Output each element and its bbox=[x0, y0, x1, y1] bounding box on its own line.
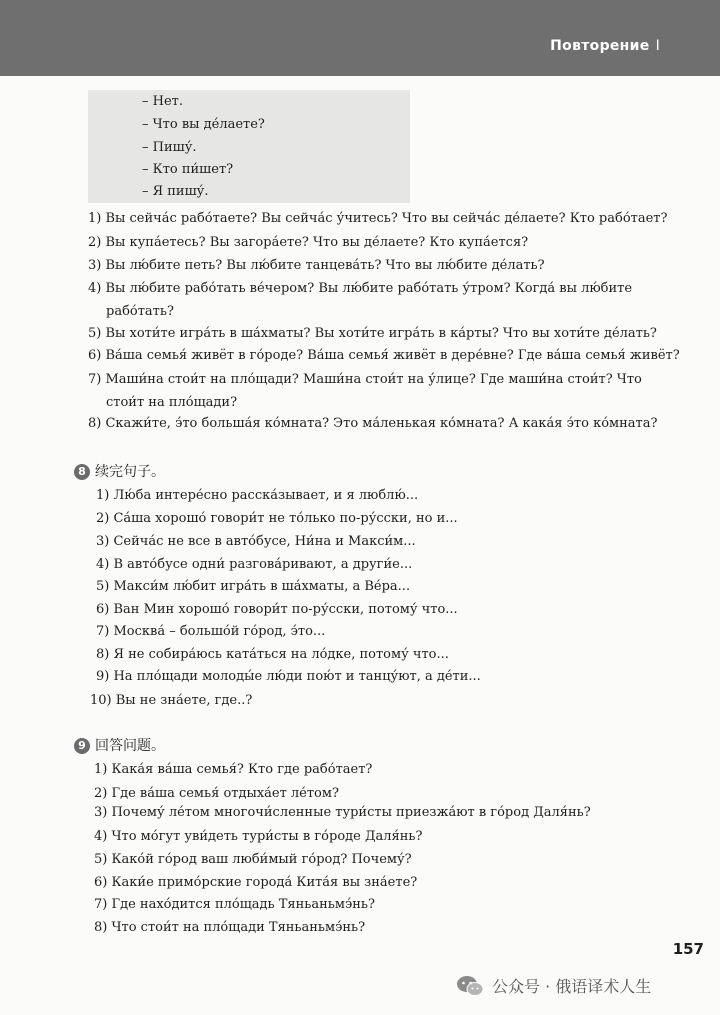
list-item: 5) Како́й го́род ваш люби́мый го́род? Почему́? bbox=[94, 852, 412, 867]
list-item: 5) Макси́м лю́бит игра́ть в ша́хматы, а Ве́ра... bbox=[96, 579, 411, 594]
section-title: 续完句子。 bbox=[95, 464, 165, 480]
page-title bbox=[550, 38, 660, 54]
dialog-line: – Я пишу́. bbox=[142, 184, 209, 199]
list-item: 2) Где ва́ша семья́ отдыха́ет ле́том? bbox=[94, 786, 339, 801]
dialog-line: – Нет. bbox=[142, 94, 183, 109]
section-number-badge: 8 bbox=[74, 464, 90, 480]
dialog-line: – Что вы де́лаете? bbox=[142, 117, 265, 132]
list-item: 9) На пло́щади молоды́е лю́ди пою́т и танцу́ют, а де́ти... bbox=[96, 669, 481, 684]
list-item: 6) Каки́е примо́рские города́ Кита́я вы зна́ете? bbox=[94, 875, 418, 890]
section-title: 回答问题。 bbox=[95, 738, 165, 754]
list-item: 2) Са́ша хорошо́ говори́т не то́лько по-ру́сски, но и... bbox=[96, 511, 458, 526]
list-item: 1) Кака́я ва́ша семья́? Кто где рабо́тает? bbox=[94, 762, 373, 777]
question-line: рабо́тать? bbox=[106, 304, 174, 319]
question-line: 5) Вы хоти́те игра́ть в ша́хматы? Вы хоти́те игра́ть в ка́рты? Что вы хоти́те де́лать? bbox=[88, 326, 657, 341]
watermark-text: 公众号 · 俄语译术人生 bbox=[492, 977, 652, 996]
header-separator: I bbox=[655, 38, 660, 54]
list-item: 3) Почему́ ле́том многочи́сленные тури́сты приезжа́ют в го́род Даля́нь? bbox=[94, 805, 591, 820]
question-line: 3) Вы лю́бите петь? Вы лю́бите танцева́ть? Что вы лю́бите де́лать? bbox=[88, 258, 545, 273]
dialog-box bbox=[88, 90, 410, 203]
question-line: 8) Скажи́те, э́то больша́я ко́мната? Это ма́ленькая ко́мната? А кака́я э́то ко́мната? bbox=[88, 416, 658, 431]
list-item: 4) Что мо́гут уви́деть тури́сты в го́роде Даля́нь? bbox=[94, 829, 423, 844]
section-number-badge: 9 bbox=[74, 738, 90, 754]
watermark bbox=[456, 974, 651, 997]
list-item: 4) В авто́бусе одни́ разгова́ривают, а други́е... bbox=[96, 557, 413, 572]
list-item: 1) Лю́ба интере́сно расска́зывает, и я люблю́... bbox=[96, 488, 419, 503]
question-line: стои́т на пло́щади? bbox=[106, 395, 238, 410]
dialog-line: – Пишу́. bbox=[142, 140, 197, 155]
question-line: 7) Маши́на стои́т на пло́щади? Маши́на стои́т на у́лице? Где маши́на стои́т? Что bbox=[88, 372, 642, 387]
list-item: 8) Я не собира́юсь ката́ться на ло́дке, потому́ что... bbox=[96, 647, 449, 662]
question-line: 4) Вы лю́бите рабо́тать ве́чером? Вы лю́бите рабо́тать у́тром? Когда́ вы лю́бите bbox=[88, 281, 633, 296]
wechat-icon bbox=[456, 975, 484, 997]
page-number: 157 bbox=[672, 940, 704, 958]
list-item: 8) Что стои́т на пло́щади Тяньаньмэ́нь? bbox=[94, 920, 366, 935]
list-item: 7) Москва́ – большо́й го́род, э́то... bbox=[96, 624, 326, 639]
question-line: 1) Вы сейча́с рабо́таете? Вы сейча́с у́читесь? Что вы сейча́с де́лаете? Кто рабо́тает? bbox=[88, 211, 668, 226]
list-item: 6) Ван Мин хорошо́ говори́т по-ру́сски, потому́ что... bbox=[96, 602, 458, 617]
section-8-heading bbox=[74, 463, 165, 481]
section-9-heading bbox=[74, 737, 165, 755]
question-line: 6) Ва́ша семья́ живёт в го́роде? Ва́ша семья́ живёт в дере́вне? Где ва́ша семья́ живёт? bbox=[88, 348, 680, 363]
header-title-text: Повторение bbox=[550, 38, 650, 54]
list-item: 10) Вы не зна́ете, где..? bbox=[90, 693, 253, 708]
dialog-line: – Кто пи́шет? bbox=[142, 162, 234, 177]
list-item: 7) Где нахо́дится пло́щадь Тяньаньмэ́нь? bbox=[94, 897, 375, 912]
question-line: 2) Вы купа́етесь? Вы загора́ете? Что вы де́лаете? Кто купа́ется? bbox=[88, 235, 529, 250]
list-item: 3) Сейча́с не все в авто́бусе, Ни́на и Макси́м... bbox=[96, 534, 416, 549]
